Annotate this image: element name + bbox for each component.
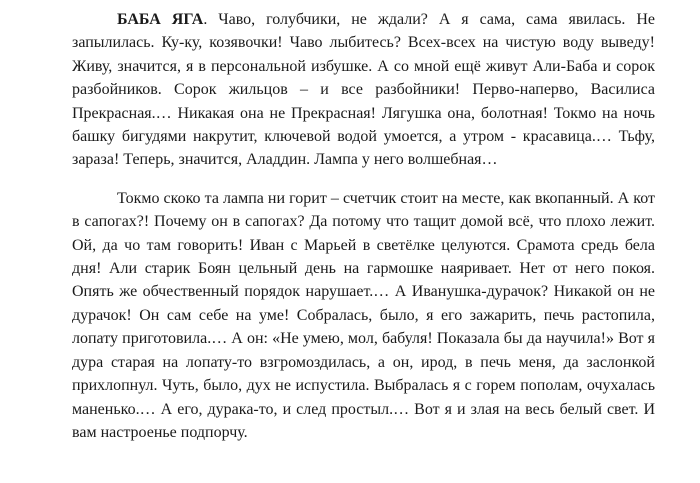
paragraph-1 xyxy=(72,8,655,172)
speaker-name: БАБА ЯГА xyxy=(117,11,204,28)
paragraph-2: Токмо скоко та лампа ни горит – счетчик стоит на месте, как вкопанный. А кот в сапогах?! Почему он в сапогах? Да потому что тащит домой всё, что плохо лежит. Ой, да чо там говорить! Иван с Марьей в светёлке целуются. Срамота средь бела дня! Али старик Боян цельный день на гармошке наяривает. Нет от него покоя. Опять же обчественный порядок нарушает.… А Иванушка-дурачок? Никакой он не дурачок! Он сам себе на уме! Собралась, было, я его зажарить, печь растопила, лопату приготовила.… А он: «Не умею, мол, бабуля! Показала бы да научила!» Вот я дура старая на лопату-то взгромоздилась, а он, ирод, в печь меня, да заслонкой прихлопнул. Чуть, было, дух не испустила. Выбралась я с горем пополам, очухалась маненько.… А его, дурака-то, и след простыл.… Вот я и злая на весь белый свет. И вам настроенье подпорчу. xyxy=(72,189,655,441)
paragraph-1-text: . Чаво, голубчики, не ждали? А я сама, сама явилась. Не запылилась. Ку-ку, козявочки! Чаво лыбитесь? Всех-всех на чистую воду выведу! Живу, значится, я в персональной избушке. А со мной ещё живут Али-Баба и сорок разбойников. Сорок жильцов – и все разбойники! Перво-наперво, Василиса Прекрасная.… Никакая она не Прекрасная! Лягушка она, болотная! Токмо на ночь башку бигудями накрутит, ключевой водой умоется, а утром - красавица.… Тьфу, зараза! Теперь, значится, Аладдин. Лампа у него волшебная… xyxy=(72,11,655,169)
document-page xyxy=(72,8,655,444)
